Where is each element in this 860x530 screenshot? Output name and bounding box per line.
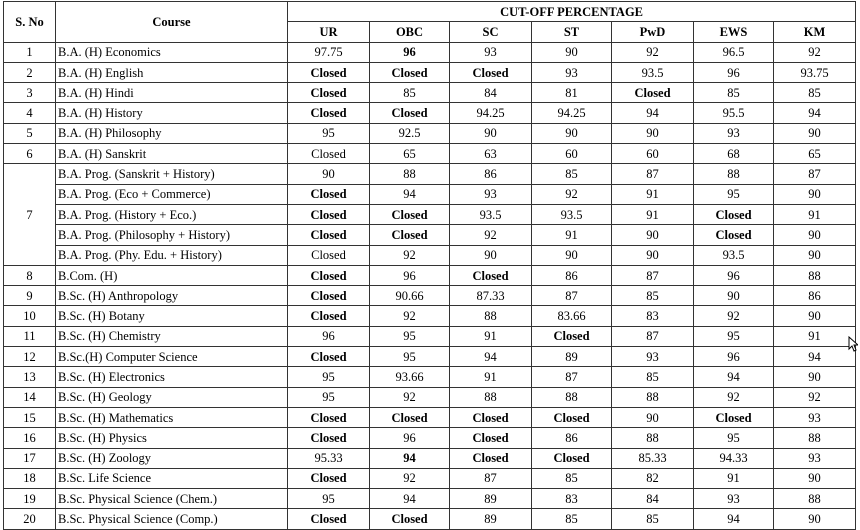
cutoff-value: 86 — [532, 428, 612, 448]
sno-header: S. No — [4, 2, 56, 43]
cutoff-value: Closed — [288, 306, 370, 326]
cutoff-value: 95 — [694, 184, 774, 204]
cutoff-value: Closed — [450, 448, 532, 468]
cutoff-value: Closed — [288, 407, 370, 427]
cutoff-value: 88 — [774, 265, 856, 285]
cutoff-value: 90 — [694, 286, 774, 306]
cutoff-value: 92 — [370, 245, 450, 265]
course-header: Course — [56, 2, 288, 43]
cutoff-value: 87 — [450, 468, 532, 488]
cutoff-value: 83 — [612, 306, 694, 326]
cutoff-value: 92.5 — [370, 123, 450, 143]
cutoff-value: 96 — [694, 265, 774, 285]
cutoff-value: Closed — [288, 103, 370, 123]
cutoff-value: 94.25 — [450, 103, 532, 123]
cutoff-value: 89 — [450, 489, 532, 509]
cutoff-value: 68 — [694, 144, 774, 164]
cutoff-value: 94 — [694, 509, 774, 529]
serial-number: 7 — [4, 164, 56, 265]
table-row — [4, 407, 856, 427]
category-header: SC — [450, 22, 532, 42]
cutoff-value: 90 — [774, 367, 856, 387]
cutoff-value: 93 — [694, 123, 774, 143]
cutoff-value: 95 — [694, 428, 774, 448]
table-row — [4, 144, 856, 164]
cutoff-value: 90 — [450, 123, 532, 143]
cutoff-value: 95 — [694, 326, 774, 346]
cutoff-value: Closed — [288, 286, 370, 306]
table-row — [4, 62, 856, 82]
cutoff-value: 96 — [694, 62, 774, 82]
cutoff-value: 85 — [612, 509, 694, 529]
course-name: B.A. (H) Hindi — [56, 83, 288, 103]
cutoff-value: Closed — [288, 428, 370, 448]
cutoff-value: 87 — [774, 164, 856, 184]
cutoff-value: 90.66 — [370, 286, 450, 306]
cutoff-value: 93.5 — [532, 204, 612, 224]
table-row — [4, 225, 856, 245]
course-name: B.A. (H) Philosophy — [56, 123, 288, 143]
cutoff-value: Closed — [450, 407, 532, 427]
cutoff-value: 97.75 — [288, 42, 370, 62]
cutoff-value: 95.5 — [694, 103, 774, 123]
cutoff-value: 85 — [774, 83, 856, 103]
cutoff-value: Closed — [288, 245, 370, 265]
cutoff-value: Closed — [694, 407, 774, 427]
serial-number: 10 — [4, 306, 56, 326]
cutoff-value: 85 — [532, 164, 612, 184]
serial-number: 17 — [4, 448, 56, 468]
cutoff-value: 92 — [612, 42, 694, 62]
cutoff-value: 94 — [774, 103, 856, 123]
cutoff-value: Closed — [288, 204, 370, 224]
cutoff-value: 90 — [288, 164, 370, 184]
cutoff-value: Closed — [370, 407, 450, 427]
cutoff-value: 60 — [612, 144, 694, 164]
cutoff-value: 90 — [774, 306, 856, 326]
table-row — [4, 367, 856, 387]
table-row — [4, 428, 856, 448]
cutoff-value: 93 — [450, 42, 532, 62]
cutoff-value: Closed — [288, 347, 370, 367]
cutoff-value: 90 — [612, 123, 694, 143]
course-name: B.A. Prog. (Phy. Edu. + History) — [56, 245, 288, 265]
cutoff-value: Closed — [288, 83, 370, 103]
cutoff-value: 88 — [450, 306, 532, 326]
cutoff-value: Closed — [532, 407, 612, 427]
cutoff-value: 91 — [694, 468, 774, 488]
course-name: B.A. (H) English — [56, 62, 288, 82]
cutoff-value: 90 — [774, 245, 856, 265]
table-row — [4, 509, 856, 529]
cutoff-value: 92 — [774, 42, 856, 62]
serial-number: 20 — [4, 509, 56, 529]
cutoff-value: Closed — [288, 62, 370, 82]
category-header: EWS — [694, 22, 774, 42]
cutoff-value: 94 — [774, 347, 856, 367]
serial-number: 14 — [4, 387, 56, 407]
course-name: B.Sc. (H) Chemistry — [56, 326, 288, 346]
cutoff-value: 93.66 — [370, 367, 450, 387]
cutoff-percentage-header: CUT-OFF PERCENTAGE — [288, 2, 856, 22]
cutoff-value: 93 — [774, 407, 856, 427]
cutoff-value: Closed — [532, 326, 612, 346]
course-name: B.Sc.(H) Computer Science — [56, 347, 288, 367]
cutoff-value: 95 — [288, 387, 370, 407]
course-name: B.Sc. Physical Science (Comp.) — [56, 509, 288, 529]
serial-number: 4 — [4, 103, 56, 123]
course-name: B.A. Prog. (Eco + Commerce) — [56, 184, 288, 204]
cutoff-value: 82 — [612, 468, 694, 488]
cutoff-value: Closed — [288, 468, 370, 488]
cutoff-value: 88 — [612, 428, 694, 448]
table-row — [4, 347, 856, 367]
cutoff-value: 93 — [612, 347, 694, 367]
cutoff-value: 88 — [532, 387, 612, 407]
cutoff-value: Closed — [288, 144, 370, 164]
cutoff-value: 95 — [288, 489, 370, 509]
cutoff-value: 92 — [370, 468, 450, 488]
cutoff-value: 90 — [774, 225, 856, 245]
cutoff-value: 95.33 — [288, 448, 370, 468]
table-row — [4, 265, 856, 285]
cutoff-value: Closed — [288, 225, 370, 245]
cutoff-value: 91 — [532, 225, 612, 245]
table-body — [4, 42, 856, 529]
mouse-cursor-icon — [848, 336, 858, 352]
course-name: B.Sc. Life Science — [56, 468, 288, 488]
cutoff-value: Closed — [288, 184, 370, 204]
cutoff-value: 94 — [450, 347, 532, 367]
cutoff-value: 96 — [370, 428, 450, 448]
cutoff-value: 84 — [612, 489, 694, 509]
cutoff-value: 89 — [532, 347, 612, 367]
cutoff-value: 92 — [450, 225, 532, 245]
cutoff-value: 92 — [774, 387, 856, 407]
course-name: B.Sc. (H) Geology — [56, 387, 288, 407]
cutoff-value: 93.5 — [612, 62, 694, 82]
serial-number: 19 — [4, 489, 56, 509]
cutoff-value: 88 — [774, 489, 856, 509]
cutoff-value: 90 — [532, 123, 612, 143]
category-header: PwD — [612, 22, 694, 42]
course-name: B.Sc. (H) Electronics — [56, 367, 288, 387]
cutoff-value: 90 — [774, 123, 856, 143]
course-name: B.Sc. (H) Anthropology — [56, 286, 288, 306]
cutoff-value: Closed — [288, 265, 370, 285]
table-row — [4, 83, 856, 103]
cutoff-value: 94 — [370, 489, 450, 509]
cutoff-value: 85 — [694, 83, 774, 103]
course-name: B.Sc. (H) Physics — [56, 428, 288, 448]
cutoff-value: 92 — [694, 306, 774, 326]
cutoff-value: 93.75 — [774, 62, 856, 82]
cutoff-value: 84 — [450, 83, 532, 103]
cutoff-value: 91 — [612, 204, 694, 224]
cutoff-value: 90 — [774, 184, 856, 204]
table-row — [4, 468, 856, 488]
cutoff-value: Closed — [450, 428, 532, 448]
cutoff-value: 91 — [774, 326, 856, 346]
cutoff-table — [3, 1, 856, 530]
cutoff-value: 91 — [612, 184, 694, 204]
serial-number: 9 — [4, 286, 56, 306]
serial-number: 5 — [4, 123, 56, 143]
table-row — [4, 448, 856, 468]
cutoff-value: 86 — [774, 286, 856, 306]
serial-number: 6 — [4, 144, 56, 164]
cutoff-value: 96.5 — [694, 42, 774, 62]
table-row — [4, 184, 856, 204]
course-name: B.Sc. Physical Science (Chem.) — [56, 489, 288, 509]
cutoff-value: 94.33 — [694, 448, 774, 468]
course-name: B.Com. (H) — [56, 265, 288, 285]
cutoff-value: 88 — [774, 428, 856, 448]
cutoff-value: 91 — [450, 326, 532, 346]
cutoff-value: 96 — [288, 326, 370, 346]
table-row — [4, 387, 856, 407]
table-row — [4, 326, 856, 346]
serial-number: 8 — [4, 265, 56, 285]
serial-number: 13 — [4, 367, 56, 387]
cutoff-value: 65 — [370, 144, 450, 164]
cutoff-value: 96 — [370, 265, 450, 285]
cutoff-value: 96 — [694, 347, 774, 367]
cutoff-value: 92 — [370, 306, 450, 326]
cutoff-value: 92 — [532, 184, 612, 204]
cutoff-value: 85 — [532, 468, 612, 488]
cutoff-value: 94.25 — [532, 103, 612, 123]
cutoff-value: Closed — [288, 509, 370, 529]
course-name: B.A. (H) Sanskrit — [56, 144, 288, 164]
cutoff-value: 90 — [532, 42, 612, 62]
table-row — [4, 489, 856, 509]
cutoff-value: Closed — [694, 204, 774, 224]
cutoff-value: 90 — [612, 407, 694, 427]
cutoff-value: Closed — [612, 83, 694, 103]
course-name: B.Sc. (H) Zoology — [56, 448, 288, 468]
course-name: B.A. (H) History — [56, 103, 288, 123]
serial-number: 18 — [4, 468, 56, 488]
cutoff-value: 91 — [774, 204, 856, 224]
cutoff-value: 86 — [450, 164, 532, 184]
cutoff-value: 92 — [370, 387, 450, 407]
cutoff-value: 88 — [370, 164, 450, 184]
cutoff-value: Closed — [532, 448, 612, 468]
cutoff-value: 87 — [532, 367, 612, 387]
table-row — [4, 245, 856, 265]
cutoff-value: 85.33 — [612, 448, 694, 468]
cutoff-value: 89 — [450, 509, 532, 529]
cutoff-value: 88 — [612, 387, 694, 407]
cutoff-value: Closed — [370, 103, 450, 123]
cutoff-value: 94 — [370, 448, 450, 468]
table-row — [4, 103, 856, 123]
table-row — [4, 164, 856, 184]
category-header: OBC — [370, 22, 450, 42]
cutoff-value: 83.66 — [532, 306, 612, 326]
cutoff-value: 81 — [532, 83, 612, 103]
cutoff-value: 90 — [612, 225, 694, 245]
cutoff-value: Closed — [450, 265, 532, 285]
serial-number: 3 — [4, 83, 56, 103]
serial-number: 16 — [4, 428, 56, 448]
category-header: ST — [532, 22, 612, 42]
table-row — [4, 306, 856, 326]
cutoff-value: 63 — [450, 144, 532, 164]
serial-number: 15 — [4, 407, 56, 427]
course-name: B.A. Prog. (Sanskrit + History) — [56, 164, 288, 184]
cutoff-value: 93 — [774, 448, 856, 468]
cutoff-value: 87 — [612, 326, 694, 346]
course-name: B.A. Prog. (Philosophy + History) — [56, 225, 288, 245]
cutoff-value: 95 — [370, 326, 450, 346]
cutoff-value: Closed — [370, 225, 450, 245]
cutoff-value: 90 — [612, 245, 694, 265]
serial-number: 1 — [4, 42, 56, 62]
cutoff-value: 90 — [450, 245, 532, 265]
serial-number: 11 — [4, 326, 56, 346]
cutoff-value: 93 — [694, 489, 774, 509]
cutoff-value: 93.5 — [450, 204, 532, 224]
course-name: B.A. (H) Economics — [56, 42, 288, 62]
cutoff-value: Closed — [370, 204, 450, 224]
cutoff-value: 88 — [450, 387, 532, 407]
cutoff-value: 90 — [774, 509, 856, 529]
cutoff-value: 94 — [370, 184, 450, 204]
cutoff-value: Closed — [450, 62, 532, 82]
cutoff-value: Closed — [370, 62, 450, 82]
cutoff-value: 95 — [370, 347, 450, 367]
cutoff-value: 96 — [370, 42, 450, 62]
cutoff-value: 86 — [532, 265, 612, 285]
serial-number: 12 — [4, 347, 56, 367]
cutoff-value: 85 — [612, 286, 694, 306]
cutoff-value: 87 — [612, 164, 694, 184]
cutoff-value: 65 — [774, 144, 856, 164]
table-row — [4, 286, 856, 306]
cutoff-value: 88 — [694, 164, 774, 184]
cutoff-value: Closed — [370, 509, 450, 529]
table-row — [4, 123, 856, 143]
category-header: KM — [774, 22, 856, 42]
cutoff-value: 90 — [774, 468, 856, 488]
table-row — [4, 204, 856, 224]
cutoff-value: Closed — [694, 225, 774, 245]
cutoff-value: 83 — [532, 489, 612, 509]
cutoff-value: 87.33 — [450, 286, 532, 306]
cutoff-value: 94 — [612, 103, 694, 123]
cutoff-value: 90 — [532, 245, 612, 265]
cutoff-value: 85 — [612, 367, 694, 387]
course-name: B.Sc. (H) Botany — [56, 306, 288, 326]
cutoff-value: 91 — [450, 367, 532, 387]
course-name: B.A. Prog. (History + Eco.) — [56, 204, 288, 224]
cutoff-value: 95 — [288, 367, 370, 387]
cutoff-value: 92 — [694, 387, 774, 407]
cutoff-value: 85 — [370, 83, 450, 103]
cutoff-value: 87 — [532, 286, 612, 306]
cutoff-value: 93 — [450, 184, 532, 204]
table-row — [4, 42, 856, 62]
category-header: UR — [288, 22, 370, 42]
serial-number: 2 — [4, 62, 56, 82]
cutoff-value: 60 — [532, 144, 612, 164]
course-name: B.Sc. (H) Mathematics — [56, 407, 288, 427]
cutoff-value: 93.5 — [694, 245, 774, 265]
cutoff-value: 85 — [532, 509, 612, 529]
cutoff-value: 87 — [612, 265, 694, 285]
cutoff-value: 95 — [288, 123, 370, 143]
cutoff-value: 93 — [532, 62, 612, 82]
cutoff-value: 94 — [694, 367, 774, 387]
